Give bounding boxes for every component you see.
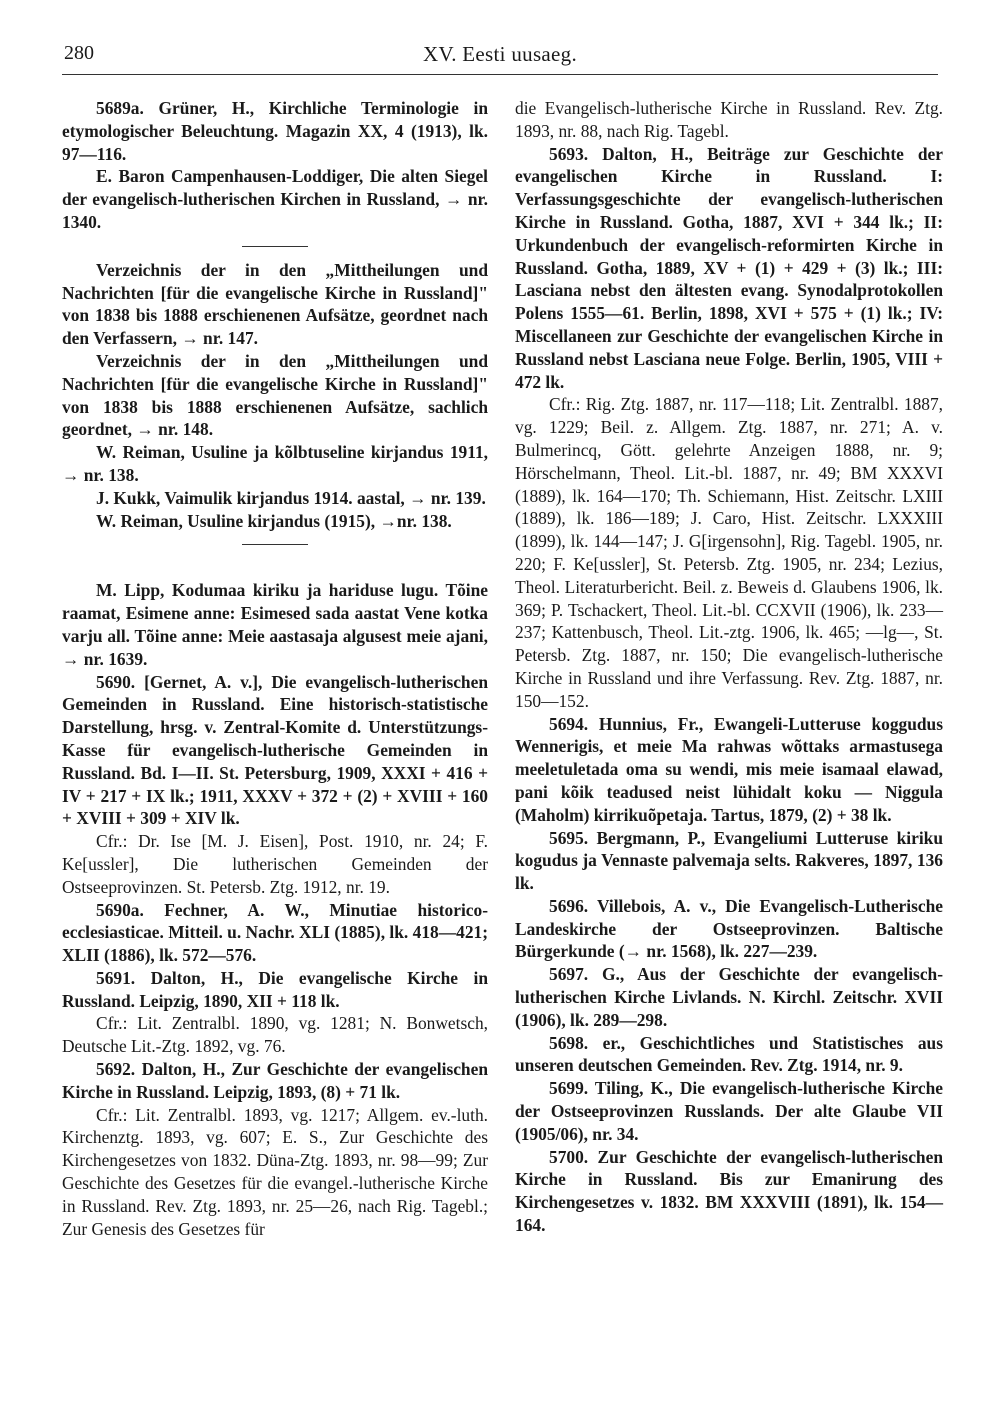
entry-5692: 5692. Dalton, H., Zur Geschichte der evangelischen Kirche in Russland. Leipzig, 1893, (8) + 71 lk.: [62, 1059, 488, 1102]
entry-kukk-1914: J. Kukk, Vaimulik kirjandus 1914. aastal, → nr. 139.: [96, 487, 486, 508]
entry-5690a: 5690a. Fechner, A. W., Minutiae historico-ecclesiasticae. Mitteil. u. Nachr. XLI (1885), lk. 418—421; XLII (1886), lk. 572—576.: [62, 899, 488, 966]
cfr-5692: Cfr.: Lit. Zentralbl. 1893, vg. 1217; Allgem. ev.-luth. Kirchenztg. 1893, vg. 607; E. S., Zur Geschichte des Kirchengesetzes von 1832. Düna-Ztg. 1893, nr. 98—99; Zur Geschichte des Gesetzes für die evangel.-lutherische Kirche in Russland. Rev. Ztg. 1893, nr. 25—26, nach Rig. Tagebl.; Zur Genesis des Gesetzes für: [62, 1104, 488, 1239]
entry-campenhausen: E. Baron Campenhausen-Loddiger, Die alten Siegel der evangelisch-lutherischen Kirchen in Russland, → nr. 1340.: [62, 166, 488, 232]
entry-5690: 5690. [Gernet, A. v.], Die evangelisch-lutherischen Gemeinden in Russland. Eine historisch-statistische Darstellung, hrsg. v. Zentral-Komite d. Unterstützungs-Kasse für evangelisch-lutherische Gemeinden in Russland. Bd. I—II. St. Petersburg, 1909, XXXI + 416 + IV + 217 + IX lk.; 1911, XXXV + 372 + (2) + XVIII + 160 + XVIII + 309 + XIV lk.: [62, 671, 488, 829]
entry-verzeichnis-sachlich: Verzeichnis der in den „Mittheilungen und Nachrichten [für die evangelische Kirche in Russland]" von 1838 bis 1888 erschienenen Aufsätze, sachlich geordnet, → nr. 148.: [62, 350, 488, 440]
entry-continuation: die Evangelisch-lutherische Kirche in Russland. Rev. Ztg. 1893, nr. 88, nach Rig. Tagebl.: [515, 98, 943, 141]
right-column: [515, 97, 943, 1237]
section-divider: [242, 246, 308, 247]
entry-5689a: 5689a. Grüner, H., Kirchliche Terminologie in etymologischer Beleuchtung. Magazin XX, 4 (1913), lk. 97—116.: [62, 98, 488, 164]
section-divider: [242, 544, 308, 545]
entry-5697: 5697. G., Aus der Geschichte der evangelisch-lutherischen Kirche Livlands. N. Kirchl. Zeitschr. XVII (1906), lk. 289—298.: [515, 964, 943, 1030]
cfr-5690: Cfr.: Dr. Ise [M. J. Eisen], Post. 1910, nr. 24; F. Ke[ussler], Die lutherischen Gemeinden der Ostseeprovinzen. St. Petersb. Ztg. 1912, nr. 19.: [62, 831, 488, 897]
entry-5691: 5691. Dalton, H., Die evangelische Kirche in Russland. Leipzig, 1890, XII + 118 lk.: [62, 967, 488, 1011]
cfr-5693: Cfr.: Rig. Ztg. 1887, nr. 117—118; Lit. Zentralbl. 1887, vg. 1229; Beil. z. Allgem. Ztg. 1887, nr. 271; A. v. Bulmerincq, Gött. gelehrte Anzeigen 1888, nr. 9; Hörschelmann, Theol. Lit.-bl. 1887, nr. 49; BM XXXVI (1889), lk. 164—170; Th. Schiemann, Hist. Zeitschr. LXIII (1889), lk. 186—189; J. Caro, Hist. Zeitschr. LXXXIII (1899), lk. 144—147; J. G[irgensohn], Rig. Tagebl. 1905, nr. 220; F. Ke[ussler], St. Petersb. Ztg. 1905, nr. 234; Lezius, Theol. Literaturbericht. Beil. z. Beweis d. Glaubens 1906, lk. 369; P. Tschackert, Theol. Lit.-bl. CCXVII (1906), lk. 233—237; Kattenbusch, Theol. Lit.-ztg. 1906, lk. 465; —lg—, St. Petersb. Ztg. 1887, nr. 150; Die evangelisch-lutherische Kirche in Russland und ihre Verfassung. Rev. Ztg. 1887, nr. 150—152.: [515, 394, 943, 711]
entry-reiman-1911: W. Reiman, Usuline ja kõlbtuseline kirjandus 1911, → nr. 138.: [62, 442, 488, 485]
entry-lipp: M. Lipp, Kodumaa kiriku ja hariduse lugu. Tõine raamat, Esimene anne: Esimesed sada aastat Vene kotka varju all. Tõine anne: Meie aastasaja algusest meie ajani, → nr. 1639.: [62, 580, 488, 669]
running-title: XV. Eesti uusaeg.: [422, 42, 578, 66]
page-number: 280: [64, 42, 94, 64]
entry-5695: 5695. Bergmann, P., Evangeliumi Lutteruse kiriku kogudus ja Vennaste palvemaja selts. Rakveres, 1897, 136 lk.: [515, 827, 943, 894]
entry-5696: 5696. Villebois, A. v., Die Evangelisch-Lutherische Landeskirche der Ostseeprovinzen. Baltische Bürgerkunde (→ nr. 1568), lk. 227—239.: [515, 895, 943, 962]
cfr-5691: Cfr.: Lit. Zentralbl. 1890, vg. 1281; N. Bonwetsch, Deutsche Lit.-Ztg. 1892, vg. 76.: [62, 1013, 488, 1057]
entry-verzeichnis-verfasser: Verzeichnis der in den „Mittheilungen und Nachrichten [für die evangelische Kirche in Russland]" von 1838 bis 1888 erschienenen Aufsätze, geordnet nach den Verfassern, → nr. 147.: [62, 259, 488, 349]
header-rule: [62, 74, 938, 75]
entry-reiman-1915: W. Reiman, Usuline kirjandus (1915), →nr. 138.: [96, 510, 452, 531]
page-header: [64, 38, 936, 72]
entry-5699: 5699. Tiling, K., Die evangelisch-lutherische Kirche der Ostseeprovinzen Russlands. Der alte Glaube VII (1905/06), nr. 34.: [515, 1078, 943, 1144]
entry-5693: 5693. Dalton, H., Beiträge zur Geschichte der evangelischen Kirche in Russland. I: Verfassungsgeschichte der evangelisch-lutherischen Kirche in Russland. Gotha, 1887, XVI + 344 lk.; II: Urkundenbuch der evangelisch-reformirten Kirche in Russland. Gotha, 1889, XV + (1) + 429 + (3) lk.; III: Lasciana nebst den ältesten evang. Synodalprotokollen Polens 1555—61. Berlin, 1898, XVI + 575 + (1) lk.; IV: Miscellaneen zur Geschichte der evangelischen Kirche in Russland nebst Lasciana neue Folge. Berlin, 1905, VIII + 472 lk.: [515, 143, 943, 392]
entry-5694: 5694. Hunnius, Fr., Ewangeli-Lutteruse koggudus Wennerigis, et meie Ma rahwas wõttaks armastusega meeletuletada oma su wendi, mis meie isamaal elawad, pani kõik teadused neist lühidalt koku — Niggula (Maholm) kirrikuõpetaja. Tartus, 1879, (2) + 38 lk.: [515, 713, 943, 825]
entry-5698: 5698. er., Geschichtliches und Statistisches aus unseren deutschen Gemeinden. Rev. Ztg. 1914, nr. 9.: [515, 1032, 943, 1076]
entry-5700: 5700. Zur Geschichte der evangelisch-lutherischen Kirche in Russland. Bis zur Emanirung des Kirchengesetzes v. 1832. BM XXXVIII (1891), lk. 154—164.: [515, 1146, 943, 1236]
left-column: [62, 97, 488, 1240]
